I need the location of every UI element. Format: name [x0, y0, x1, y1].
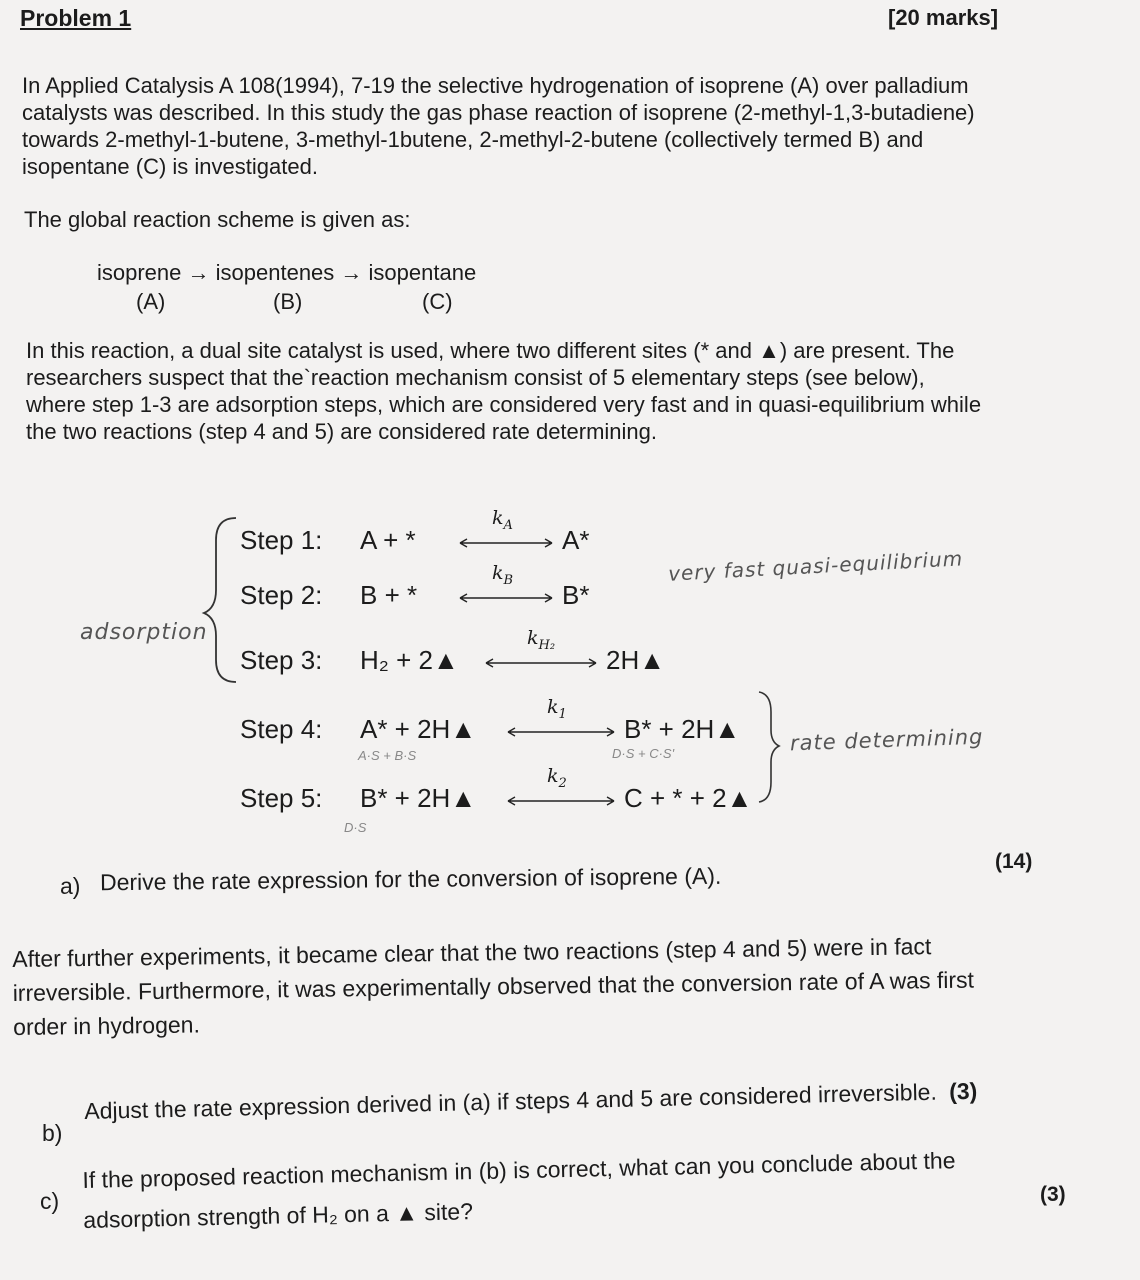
annotation-scribble: A·S + B·S	[358, 748, 417, 763]
annotation-scribble: D·S	[344, 820, 367, 835]
further-line: After further experiments, it became clear that the two reactions (step 4 and 5) were in fact	[12, 933, 932, 972]
problem-title: Problem 1	[20, 5, 132, 31]
mechanism-line: In this reaction, a dual site catalyst is used, where two different sites (* and ▲) are present. The	[26, 338, 955, 363]
scheme-arrow: →	[187, 260, 210, 285]
mechanism-line: where step 1-3 are adsorption steps, which are considered very fast and in quasi-equilibrium while	[26, 392, 982, 417]
step-products: A*	[562, 525, 590, 555]
intro-paragraph	[22, 72, 975, 180]
further-line: order in hydrogen.	[13, 1011, 201, 1040]
adsorption-brace	[200, 510, 240, 690]
problem-marks: [20 marks]	[888, 5, 999, 30]
equilibrium-arrow	[506, 794, 616, 808]
question-b-marks: (3)	[948, 1077, 978, 1105]
step-label: Step 3:	[240, 645, 323, 675]
rate-constant-subscript: B	[503, 572, 514, 588]
further-line: irreversible. Furthermore, it was experimentally observed that the conversion rate of A was first	[12, 966, 975, 1006]
rate-constant	[492, 507, 513, 533]
question-c-label: c)	[40, 1188, 60, 1214]
rate-constant	[547, 696, 567, 722]
species-isopentenes: isopentenes	[215, 260, 335, 285]
mechanism-line: researchers suspect that the`reaction mechanism consist of 5 elementary steps (see below),	[26, 365, 925, 390]
rate-constant-symbol: k	[547, 765, 559, 787]
rate-constant	[492, 562, 513, 588]
equilibrium-arrow	[458, 591, 554, 605]
step-products: B*	[562, 580, 590, 610]
label-B: (B)	[273, 289, 303, 314]
question-b-label: b)	[42, 1120, 63, 1146]
step-label: Step 2:	[240, 580, 323, 610]
question-c-line: If the proposed reaction mechanism in (b) is correct, what can you conclude about the	[82, 1147, 956, 1193]
step-reactants: B* + 2H▲	[360, 783, 477, 813]
further-paragraph	[12, 929, 975, 1044]
step-products: 2H▲	[606, 645, 665, 675]
annotation-rate: rate determining	[789, 724, 984, 756]
rate-constant-subscript: 2	[558, 775, 567, 791]
intro-line: In Applied Catalysis A 108(1994), 7-19 the selective hydrogenation of isoprene (A) over palladium	[22, 73, 969, 98]
rate-constant-subscript: 1	[558, 706, 567, 722]
annotation-scribble: D·S + C·S'	[612, 746, 675, 761]
question-a-marks: (14)	[995, 850, 1033, 873]
label-A: (A)	[136, 289, 166, 314]
equilibrium-arrow	[506, 725, 616, 739]
annotation-fast: very fast quasi-equilibrium	[667, 546, 964, 586]
mechanism-line: the two reactions (step 4 and 5) are considered rate determining.	[26, 419, 658, 444]
rate-constant-symbol: k	[492, 507, 504, 529]
equilibrium-arrow	[458, 536, 554, 550]
rate-constant-symbol: k	[527, 627, 539, 649]
rate-constant-symbol: k	[547, 696, 559, 718]
step-label: Step 1:	[240, 525, 323, 555]
step-reactants: B + *	[360, 580, 418, 610]
step-label: Step 4:	[240, 714, 323, 744]
rate-constant-symbol: k	[492, 562, 504, 584]
question-b-body: Adjust the rate expression derived in (a) if steps 4 and 5 are considered irreversible.	[84, 1078, 938, 1124]
rate-constant	[527, 627, 555, 653]
label-C: (C)	[422, 289, 453, 314]
step-label: Step 5:	[240, 783, 323, 813]
rate-constant-subscript: H₂	[538, 637, 556, 653]
question-c-line: adsorption strength of H₂ on a ▲ site?	[83, 1198, 474, 1233]
species-isopentane: isopentane	[368, 260, 477, 285]
annotation-adsorption: adsorption	[80, 620, 208, 645]
species-isoprene: isoprene	[97, 260, 182, 285]
intro-line: isopentane (C) is investigated.	[22, 154, 318, 179]
question-a-text: Derive the rate expression for the conversion of isoprene (A).	[99, 862, 722, 896]
step-reactants: A* + 2H▲	[360, 714, 477, 744]
question-c-marks: (3)	[1040, 1183, 1066, 1206]
mechanism-paragraph	[26, 337, 981, 445]
intro-line: towards 2-methyl-1-butene, 3-methyl-1butene, 2-methyl-2-butene (collectively termed B) and	[22, 127, 924, 152]
step-reactants: H₂ + 2▲	[360, 645, 459, 675]
scheme-reaction	[97, 259, 476, 286]
equilibrium-arrow	[484, 656, 598, 670]
step-products: B* + 2H▲	[624, 714, 741, 744]
question-a-label: a)	[60, 873, 81, 899]
rate-constant-subscript: A	[503, 517, 513, 533]
scheme-arrow: →	[340, 260, 363, 285]
question-b-text	[84, 1078, 978, 1125]
question-c-text	[82, 1140, 957, 1240]
rate-brace	[755, 688, 785, 808]
rate-constant	[547, 765, 567, 791]
scheme-intro: The global reaction scheme is given as:	[24, 207, 411, 232]
step-products: C + * + 2▲	[624, 783, 753, 813]
intro-line: catalysts was described. In this study the gas phase reaction of isoprene (2-methyl-1,3-butadiene)	[22, 100, 975, 125]
step-reactants: A + *	[360, 525, 416, 555]
